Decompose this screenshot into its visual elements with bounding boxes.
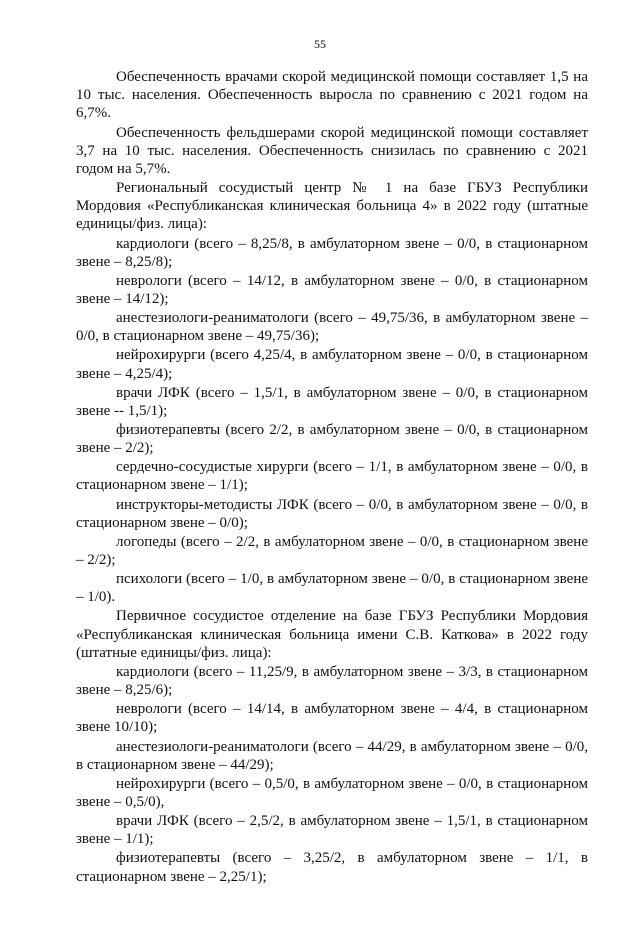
list-item: физиотерапевты (всего 2/2, в амбулаторном звене – 0/0, в стационарном звене – 2/2); bbox=[76, 421, 588, 457]
list-item: анестезиологи-реаниматологи (всего – 44/29, в амбулаторном звене – 0/0, в стационарном звене – 44/29); bbox=[76, 738, 588, 773]
list-item: психологи (всего – 1/0, в амбулаторном звене – 0/0, в стационарном звене – 1/0). bbox=[76, 571, 588, 606]
paragraph-doctors-availability: Обеспеченность врачами скорой медицинской помощи составляет 1,5 на 10 тыс. населения. Обеспеченность выросла по сравнению с 2021 годом на 6,7%. bbox=[76, 69, 588, 122]
list-item: сердечно-сосудистые хирурги (всего – 1/1, в амбулаторном звене – 0/0, в стационарном звене – 1/1); bbox=[76, 459, 588, 494]
list-item: инструкторы-методисты ЛФК (всего – 0/0, в амбулаторном звене – 0/0, в стационарном звене – 0/0); bbox=[76, 496, 588, 531]
paragraph-paramedics-availability: Обеспеченность фельдшерами скорой медицинской помощи составляет 3,7 на 10 тыс. населения. Обеспеченность снизилась по сравнению с 2021 годом на 5,7%. bbox=[76, 124, 588, 177]
list-item: кардиологи (всего – 8,25/8, в амбулаторном звене – 0/0, в стационарном звене – 8,25/8); bbox=[76, 235, 588, 270]
list-item: логопеды (всего – 2/2, в амбулаторном звене – 0/0, в стационарном звене – 2/2); bbox=[76, 533, 588, 569]
document-body bbox=[76, 68, 588, 887]
list-item: нейрохирурги (всего – 0,5/0, в амбулаторном звене – 0/0, в стационарном звене – 0,5/0), bbox=[76, 775, 588, 811]
list-item: кардиологи (всего – 11,25/9, в амбулаторном звене – 3/3, в стационарном звене – 8,25/6); bbox=[76, 663, 588, 699]
list-item: неврологи (всего – 14/12, в амбулаторном звене – 0/0, в стационарном звене – 14/12); bbox=[76, 272, 588, 307]
list-item: анестезиологи-реаниматологи (всего – 49,75/36, в амбулаторном звене – 0/0, в стационарном звене – 49,75/36); bbox=[76, 310, 588, 345]
list-item: врачи ЛФК (всего – 2,5/2, в амбулаторном звене – 1,5/1, в стационарном звене – 1/1); bbox=[76, 813, 588, 848]
list-item: врачи ЛФК (всего – 1,5/1, в амбулаторном звене – 0/0, в стационарном звене -- 1,5/1); bbox=[76, 384, 588, 419]
paragraph-regional-center-intro: Региональный сосудистый центр № 1 на базе ГБУЗ Республики Мордовия «Республиканская клиническая больница 4» в 2022 году (штатные единицы/физ. лица): bbox=[76, 180, 588, 233]
list-item: нейрохирурги (всего 4,25/4, в амбулаторном звене – 0/0, в стационарном звене – 4,25/4); bbox=[76, 347, 588, 382]
paragraph-primary-department-intro: Первичное сосудистое отделение на базе ГБУЗ Республики Мордовия «Республиканская клиническая больница имени С.В. Каткова» в 2022 году (штатные единицы/физ. лица): bbox=[76, 608, 588, 661]
page-number: 55 bbox=[314, 37, 326, 51]
list-item: физиотерапевты (всего – 3,25/2, в амбулаторном звене – 1/1, в стационарном звене – 2,25/1); bbox=[76, 850, 588, 885]
list-item: неврологи (всего – 14/14, в амбулаторном звене – 4/4, в стационарном звене 10/10); bbox=[76, 701, 588, 736]
